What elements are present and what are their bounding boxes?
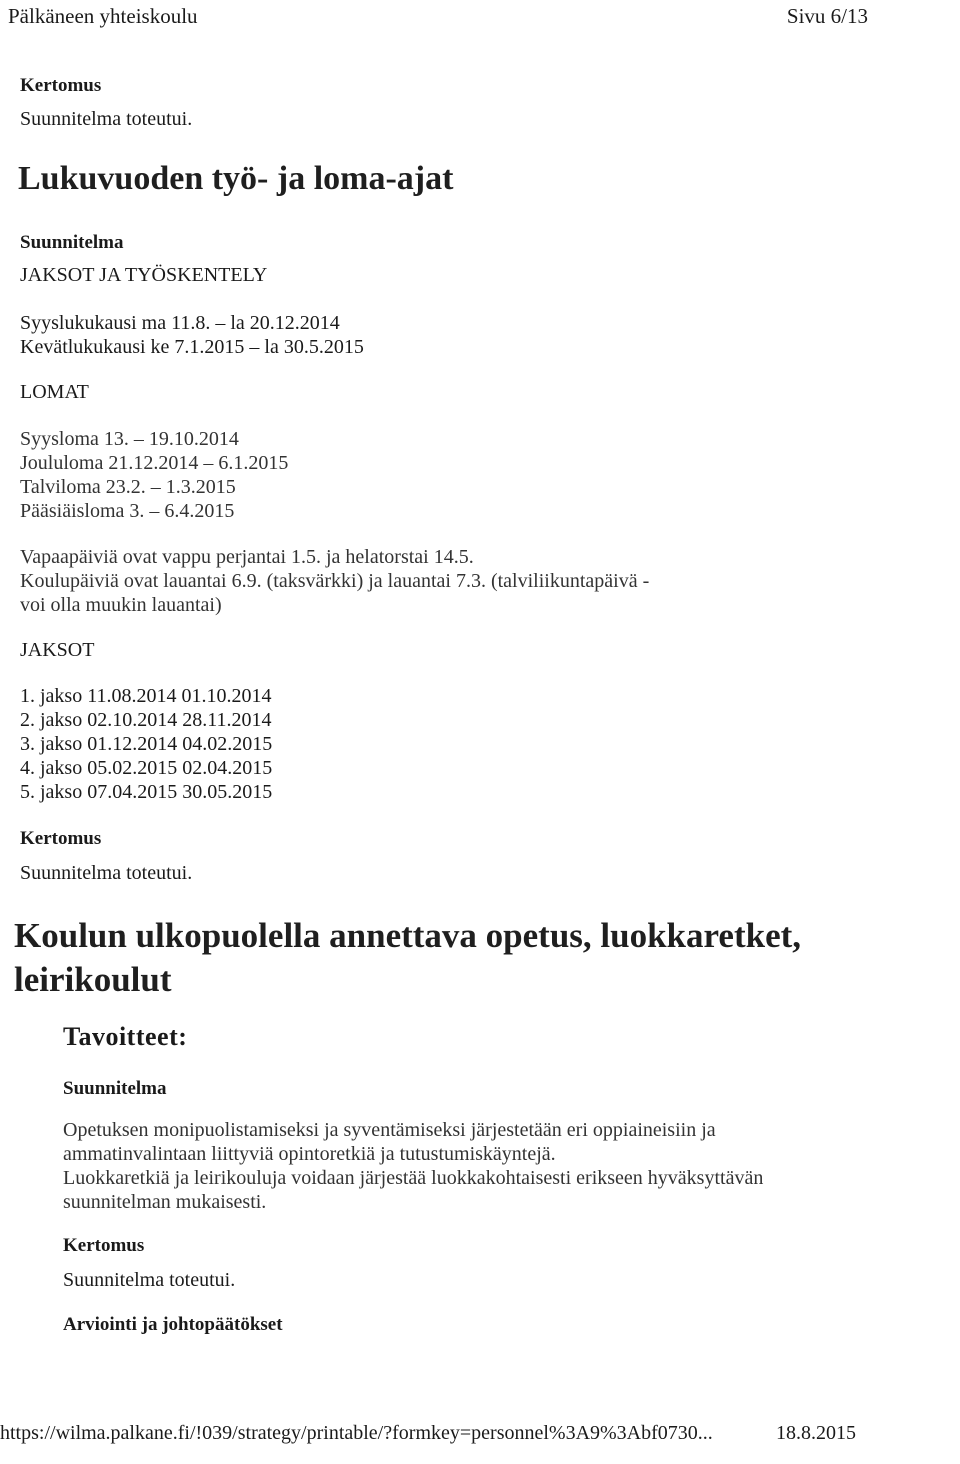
plan-label: Suunnitelma bbox=[20, 232, 124, 253]
goals-heading: Tavoitteet: bbox=[63, 1022, 188, 1051]
footer-date: 18.8.2015 bbox=[776, 1422, 856, 1444]
footer-url: https://wilma.palkane.fi/!039/strategy/printable/?formkey=personnel%3A9%3Abf0730... bbox=[0, 1422, 713, 1444]
section-heading-outside-teaching bbox=[14, 914, 801, 1002]
report-label-top: Kertomus bbox=[20, 75, 102, 96]
term-list bbox=[20, 311, 364, 359]
period-item: 1. jakso 11.08.2014 01.10.2014 bbox=[20, 685, 272, 707]
report-text: Suunnitelma toteutui. bbox=[63, 1269, 236, 1291]
school-name: Pälkäneen yhteiskoulu bbox=[8, 4, 198, 28]
holiday-list bbox=[20, 427, 288, 523]
plan-line: ammatinvalintaan liittyviä opintoretkiä ja tutustumiskäyntejä. bbox=[63, 1143, 556, 1165]
periods-heading: JAKSOT bbox=[20, 639, 95, 661]
report-label: Kertomus bbox=[63, 1235, 145, 1256]
heading-line: Koulun ulkopuolella annettava opetus, luokkaretket, bbox=[14, 916, 802, 955]
plan-line: Opetuksen monipuolistamiseksi ja syventämiseksi järjestetään eri oppiaineisiin ja bbox=[63, 1119, 716, 1141]
term-item: Syyslukukausi ma 11.8. – la 20.12.2014 bbox=[20, 312, 340, 334]
page-number: Sivu 6/13 bbox=[786, 4, 868, 28]
term-item: Kevätlukukausi ke 7.1.2015 – la 30.5.2015 bbox=[20, 336, 364, 358]
section-heading-work-holiday-times: Lukuvuoden työ- ja loma-ajat bbox=[18, 160, 454, 197]
plan-line: Luokkaretkiä ja leirikouluja voidaan järjestää luokkakohtaisesti erikseen hyväksyttävän bbox=[63, 1167, 764, 1189]
report-text: Suunnitelma toteutui. bbox=[20, 862, 193, 884]
evaluation-label: Arviointi ja johtopäätökset bbox=[63, 1314, 283, 1335]
report-label: Kertomus bbox=[20, 828, 102, 849]
heading-line: leirikoulut bbox=[14, 960, 172, 999]
report-text-top: Suunnitelma toteutui. bbox=[20, 108, 193, 130]
note-line: voi olla muukin lauantai) bbox=[20, 594, 222, 616]
period-item: 5. jakso 07.04.2015 30.05.2015 bbox=[20, 781, 273, 803]
period-item: 2. jakso 02.10.2014 28.11.2014 bbox=[20, 709, 272, 731]
period-item: 4. jakso 05.02.2015 02.04.2015 bbox=[20, 757, 273, 779]
holiday-item: Joululoma 21.12.2014 – 6.1.2015 bbox=[20, 452, 289, 474]
free-days-notes bbox=[20, 545, 649, 617]
plan-paragraph bbox=[63, 1118, 763, 1214]
holiday-item: Syysloma 13. – 19.10.2014 bbox=[20, 428, 239, 450]
period-list bbox=[20, 684, 272, 804]
holiday-item: Pääsiäisloma 3. – 6.4.2015 bbox=[20, 500, 235, 522]
holidays-heading: LOMAT bbox=[20, 381, 89, 403]
note-line: Koulupäiviä ovat lauantai 6.9. (taksvärkki) ja lauantai 7.3. (talviliikuntapäivä - bbox=[20, 570, 650, 592]
period-item: 3. jakso 01.12.2014 04.02.2015 bbox=[20, 733, 273, 755]
periods-work-subheading: JAKSOT JA TYÖSKENTELY bbox=[20, 264, 268, 286]
plan-line: suunnitelman mukaisesti. bbox=[63, 1191, 267, 1213]
note-line: Vapaapäiviä ovat vappu perjantai 1.5. ja helatorstai 14.5. bbox=[20, 546, 474, 568]
plan-label: Suunnitelma bbox=[63, 1078, 167, 1099]
holiday-item: Talviloma 23.2. – 1.3.2015 bbox=[20, 476, 236, 498]
